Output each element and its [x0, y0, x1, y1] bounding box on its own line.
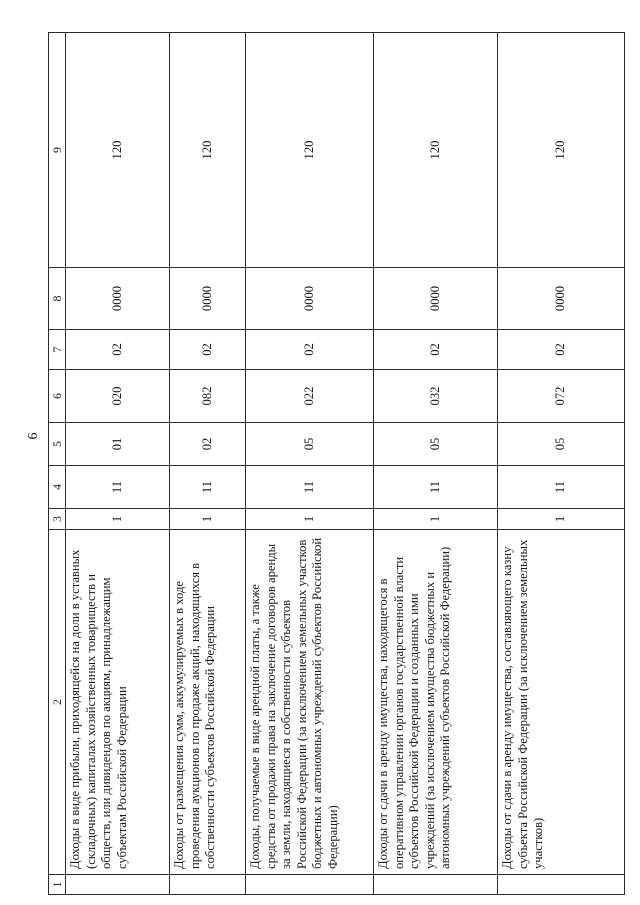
row-cell-col3: 1	[498, 509, 625, 530]
row-cell-col5: 01	[66, 423, 170, 466]
row-cell-col3: 1	[374, 509, 498, 530]
row-cell-col8: 0000	[170, 268, 246, 330]
row-cell-col3: 1	[246, 509, 374, 530]
budget-codes-table	[48, 32, 625, 895]
row-cell-col6: 072	[498, 370, 625, 423]
row-cell-col8: 0000	[374, 268, 498, 330]
row-cell-col1	[66, 875, 170, 895]
row-cell-col1	[246, 875, 374, 895]
row-cell-col3: 1	[170, 509, 246, 530]
table-row	[374, 33, 498, 895]
row-cell-col3: 1	[66, 509, 170, 530]
page-number: 6	[26, 432, 41, 440]
row-cell-col5: 05	[498, 423, 625, 466]
row-cell-col4: 11	[246, 466, 374, 509]
row-description: Доходы от размещения сумм, аккумулируемых в ходе проведения аукционов по продаже акций, находящихся в собственности субъектов Российской Федерации	[170, 530, 246, 875]
column-header-1: 1	[49, 875, 66, 895]
budget-codes-table-rotated	[48, 33, 623, 895]
row-cell-col5: 02	[170, 423, 246, 466]
row-cell-col6: 020	[66, 370, 170, 423]
table-header-row	[49, 33, 66, 895]
column-header-4: 4	[49, 466, 66, 509]
row-cell-col7: 02	[246, 330, 374, 370]
row-cell-col8: 0000	[66, 268, 170, 330]
column-header-7: 7	[49, 330, 66, 370]
column-header-6: 6	[49, 370, 66, 423]
column-header-5: 5	[49, 423, 66, 466]
table-row	[66, 33, 170, 895]
column-header-9: 9	[49, 33, 66, 268]
row-cell-col5: 05	[374, 423, 498, 466]
table-row	[498, 33, 625, 895]
table-row	[246, 33, 374, 895]
row-description: Доходы, получаемые в виде арендной платы, а также средства от продажи права на заключение договоров аренды за земли, находящиеся в собственности субъектов Российской Федерации (за исключением земельных участков бюджетных и автономных учреждений субъектов Российской Федерации)	[246, 530, 374, 875]
row-cell-col8: 0000	[498, 268, 625, 330]
row-cell-col4: 11	[66, 466, 170, 509]
row-cell-col7: 02	[170, 330, 246, 370]
row-cell-col9: 120	[246, 33, 374, 268]
row-cell-col5: 05	[246, 423, 374, 466]
row-cell-col1	[498, 875, 625, 895]
row-cell-col1	[170, 875, 246, 895]
row-description: Доходы от сдачи в аренду имущества, находящегося в оперативном управлении органов государственной власти субъектов Российской Федерации и созданных ими учреждений (за исключением имущества бюджетных и автономных учреждений субъектов Российской Федерации)	[374, 530, 498, 875]
table-row	[170, 33, 246, 895]
row-cell-col1	[374, 875, 498, 895]
row-cell-col7: 02	[498, 330, 625, 370]
row-description: Доходы в виде прибыли, приходящейся на доли в уставных (складочных) капиталах хозяйственных товариществ и обществ, или дивидендов по акциям, принадлежащим субъектам Российской Федерации	[66, 530, 170, 875]
row-cell-col4: 11	[498, 466, 625, 509]
column-header-8: 8	[49, 268, 66, 330]
column-header-2: 2	[49, 530, 66, 875]
row-cell-col4: 11	[374, 466, 498, 509]
row-cell-col8: 0000	[246, 268, 374, 330]
row-cell-col7: 02	[66, 330, 170, 370]
row-cell-col9: 120	[66, 33, 170, 268]
row-cell-col9: 120	[374, 33, 498, 268]
row-cell-col6: 082	[170, 370, 246, 423]
column-header-3: 3	[49, 509, 66, 530]
row-cell-col6: 022	[246, 370, 374, 423]
row-cell-col9: 120	[170, 33, 246, 268]
row-cell-col6: 032	[374, 370, 498, 423]
row-cell-col9: 120	[498, 33, 625, 268]
row-description: Доходы от сдачи в аренду имущества, составляющего казну субъекта Российской Федерации (за исключением земельных участков)	[498, 530, 625, 875]
row-cell-col7: 02	[374, 330, 498, 370]
row-cell-col4: 11	[170, 466, 246, 509]
